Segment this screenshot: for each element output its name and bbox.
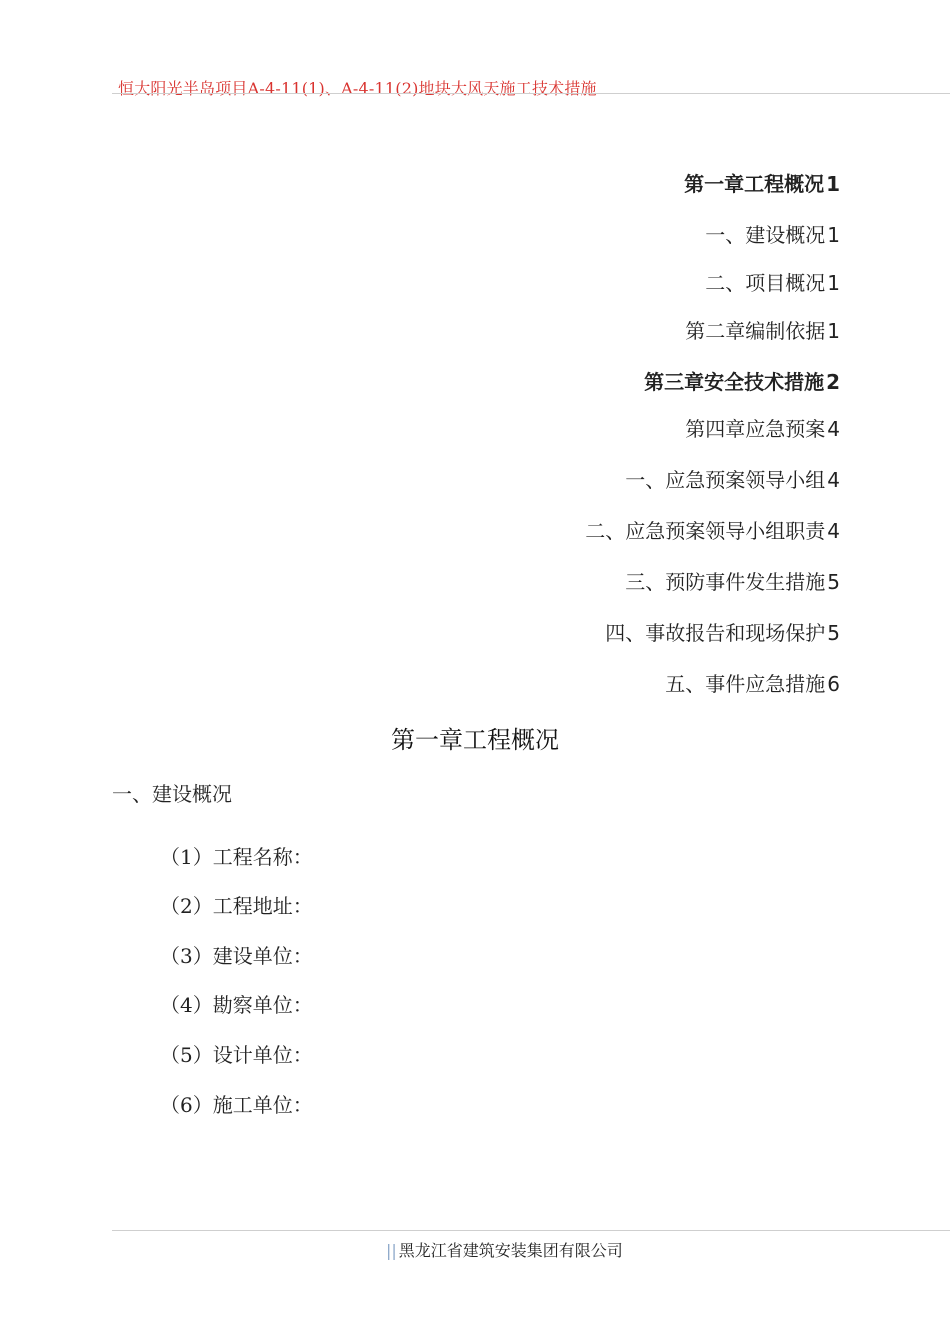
- list-item: （1）工程名称：: [160, 845, 313, 869]
- toc-entry[interactable]: [685, 413, 840, 442]
- list-item: （4）勘察单位：: [160, 993, 313, 1017]
- toc-entry-page: 1: [827, 223, 840, 247]
- toc-entry-label: 二、项目概况: [705, 271, 826, 295]
- page-footer: [386, 1240, 626, 1262]
- toc-entry-page: 5: [827, 570, 840, 594]
- toc-entry-label: 二、应急预案领导小组职责: [585, 519, 826, 543]
- toc-entry-label: 三、预防事件发生措施: [625, 570, 826, 594]
- toc-entry[interactable]: [605, 617, 840, 646]
- toc-entry[interactable]: [705, 219, 840, 248]
- toc-entry-page: 1: [826, 172, 840, 196]
- toc-entry-label: 一、应急预案领导小组: [625, 468, 826, 492]
- toc-entry-page: 4: [827, 468, 840, 492]
- section-heading: 一、建设概况: [112, 782, 232, 806]
- toc-entry-label: 五、事件应急措施: [665, 672, 826, 696]
- toc-entry-page: 1: [827, 319, 840, 343]
- toc-entry-label: 第四章应急预案: [685, 417, 826, 441]
- toc-entry[interactable]: [625, 566, 840, 595]
- footer-company: 黑龙江省建筑安装集团有限公司: [398, 1241, 623, 1260]
- toc-entry[interactable]: [705, 267, 840, 296]
- toc-entry[interactable]: [644, 366, 840, 395]
- toc-entry[interactable]: [684, 168, 840, 197]
- footer-bars: ||: [386, 1241, 397, 1260]
- header-divider: [112, 93, 950, 94]
- list-item: （3）建设单位：: [160, 944, 313, 968]
- toc-entry-label: 四、事故报告和现场保护: [605, 621, 826, 645]
- toc-entry-page: 4: [827, 417, 840, 441]
- toc-entry[interactable]: [585, 515, 840, 544]
- toc-entry-page: 6: [827, 672, 840, 696]
- list-item: （2）工程地址：: [160, 894, 313, 918]
- toc-entry-label: 第二章编制依据: [685, 319, 826, 343]
- toc-entry-label: 第三章安全技术措施: [644, 370, 825, 394]
- toc-entry[interactable]: [625, 464, 840, 493]
- list-item: （5）设计单位：: [160, 1043, 313, 1067]
- page-header-title: 恒大阳光半岛项目A-4-11(1)、A-4-11(2)地块大风天施工技术措施: [118, 79, 597, 98]
- toc-entry-label: 第一章工程概况: [684, 172, 825, 196]
- footer-divider: [112, 1230, 950, 1231]
- chapter-heading: 第一章工程概况: [391, 726, 559, 754]
- toc-entry[interactable]: [685, 315, 840, 344]
- toc-entry-page: 5: [827, 621, 840, 645]
- toc-entry-page: 2: [826, 370, 840, 394]
- toc-entry[interactable]: [665, 668, 840, 697]
- toc-entry-page: 4: [827, 519, 840, 543]
- toc-entry-page: 1: [827, 271, 840, 295]
- list-item: （6）施工单位：: [160, 1093, 313, 1117]
- toc-entry-label: 一、建设概况: [705, 223, 826, 247]
